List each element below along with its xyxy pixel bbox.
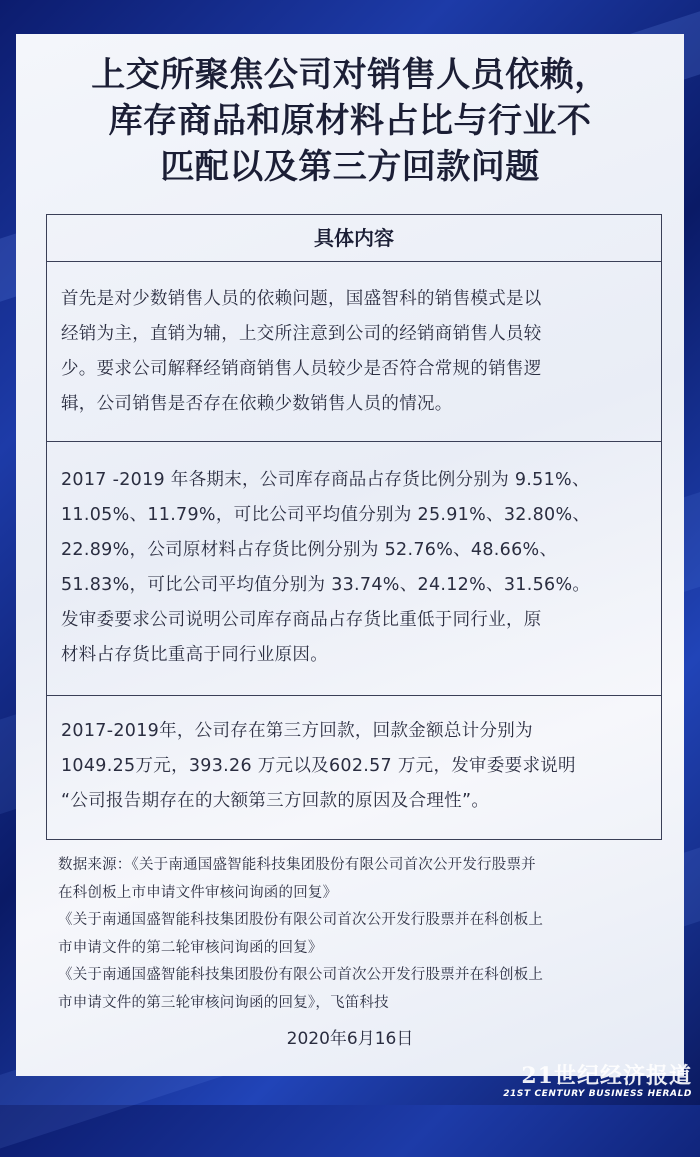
row-text-line: 少。要求公司解释经销商销售人员较少是否符合常规的销售逻: [61, 359, 542, 379]
row-text-line: 51.83%，可比公司平均值分别为 33.74%、24.12%、31.56%。: [61, 575, 591, 595]
logo-main-text: 21世纪经济报道: [521, 1063, 692, 1089]
title-line: 库存商品和原材料占比与行业不: [108, 101, 592, 141]
title-line: 上交所聚焦公司对销售人员依赖，: [91, 55, 609, 95]
row-text-line: 11.05%、11.79%，可比公司平均值分别为 25.91%、32.80%、: [61, 505, 591, 525]
source-line: 《关于南通国盛智能科技集团股份有限公司首次公开发行股票并在科创板上: [58, 912, 544, 928]
logo-sub-text: 21ST CENTURY BUSINESS HERALD: [503, 1089, 692, 1099]
row-text-line: 辑，公司销售是否存在依赖少数销售人员的情况。: [61, 394, 453, 414]
source-line: 《关于南通国盛智能科技集团股份有限公司首次公开发行股票并在科创板上: [58, 967, 544, 983]
source-line: 市申请文件的第二轮审核问询函的回复》: [58, 939, 323, 956]
source-line: 在科创板上市申请文件审核问询函的回复》: [58, 884, 338, 901]
row-text-line: 2017-2019年，公司存在第三方回款，回款金额总计分别为: [61, 721, 533, 741]
row-text-line: 首先是对少数销售人员的依赖问题，国盛智科的销售模式是以: [61, 289, 542, 309]
row-text-line: 22.89%，公司原材料占存货比例分别为 52.76%、48.66%、: [61, 540, 558, 560]
source-line: 数据来源：《关于南通国盛智能科技集团股份有限公司首次公开发行股票并: [58, 857, 536, 873]
table-row: [47, 442, 661, 696]
table-row: [47, 262, 661, 442]
page-title: [16, 52, 684, 190]
row-text-line: 材料占存货比重高于同行业原因。: [61, 645, 328, 665]
table-header: 具体内容: [47, 215, 661, 262]
row-text-line: 2017 -2019 年各期末，公司库存商品占存货比例分别为 9.51%、: [61, 470, 590, 490]
publish-date: 2020年6月16日: [286, 1029, 414, 1049]
source-line: 市申请文件的第三轮审核问询函的回复》，飞笛科技: [58, 994, 389, 1011]
row-text-line: 1049.25万元，393.26 万元以及602.57 万元，发审委要求说明: [61, 756, 576, 776]
row-text-line: “公司报告期存在的大额第三方回款的原因及合理性”。: [61, 791, 490, 811]
content-table: [46, 214, 662, 840]
info-card: [16, 34, 684, 1076]
table-row: [47, 696, 661, 839]
row-text-line: 发审委要求公司说明公司库存商品占存货比重低于同行业，原: [61, 610, 542, 630]
data-sources: [58, 852, 658, 1017]
row-text-line: 经销为主，直销为辅，上交所注意到公司的经销商销售人员较: [61, 324, 542, 344]
publisher-logo: [503, 1063, 692, 1099]
title-line: 匹配以及第三方回款问题: [160, 147, 540, 187]
